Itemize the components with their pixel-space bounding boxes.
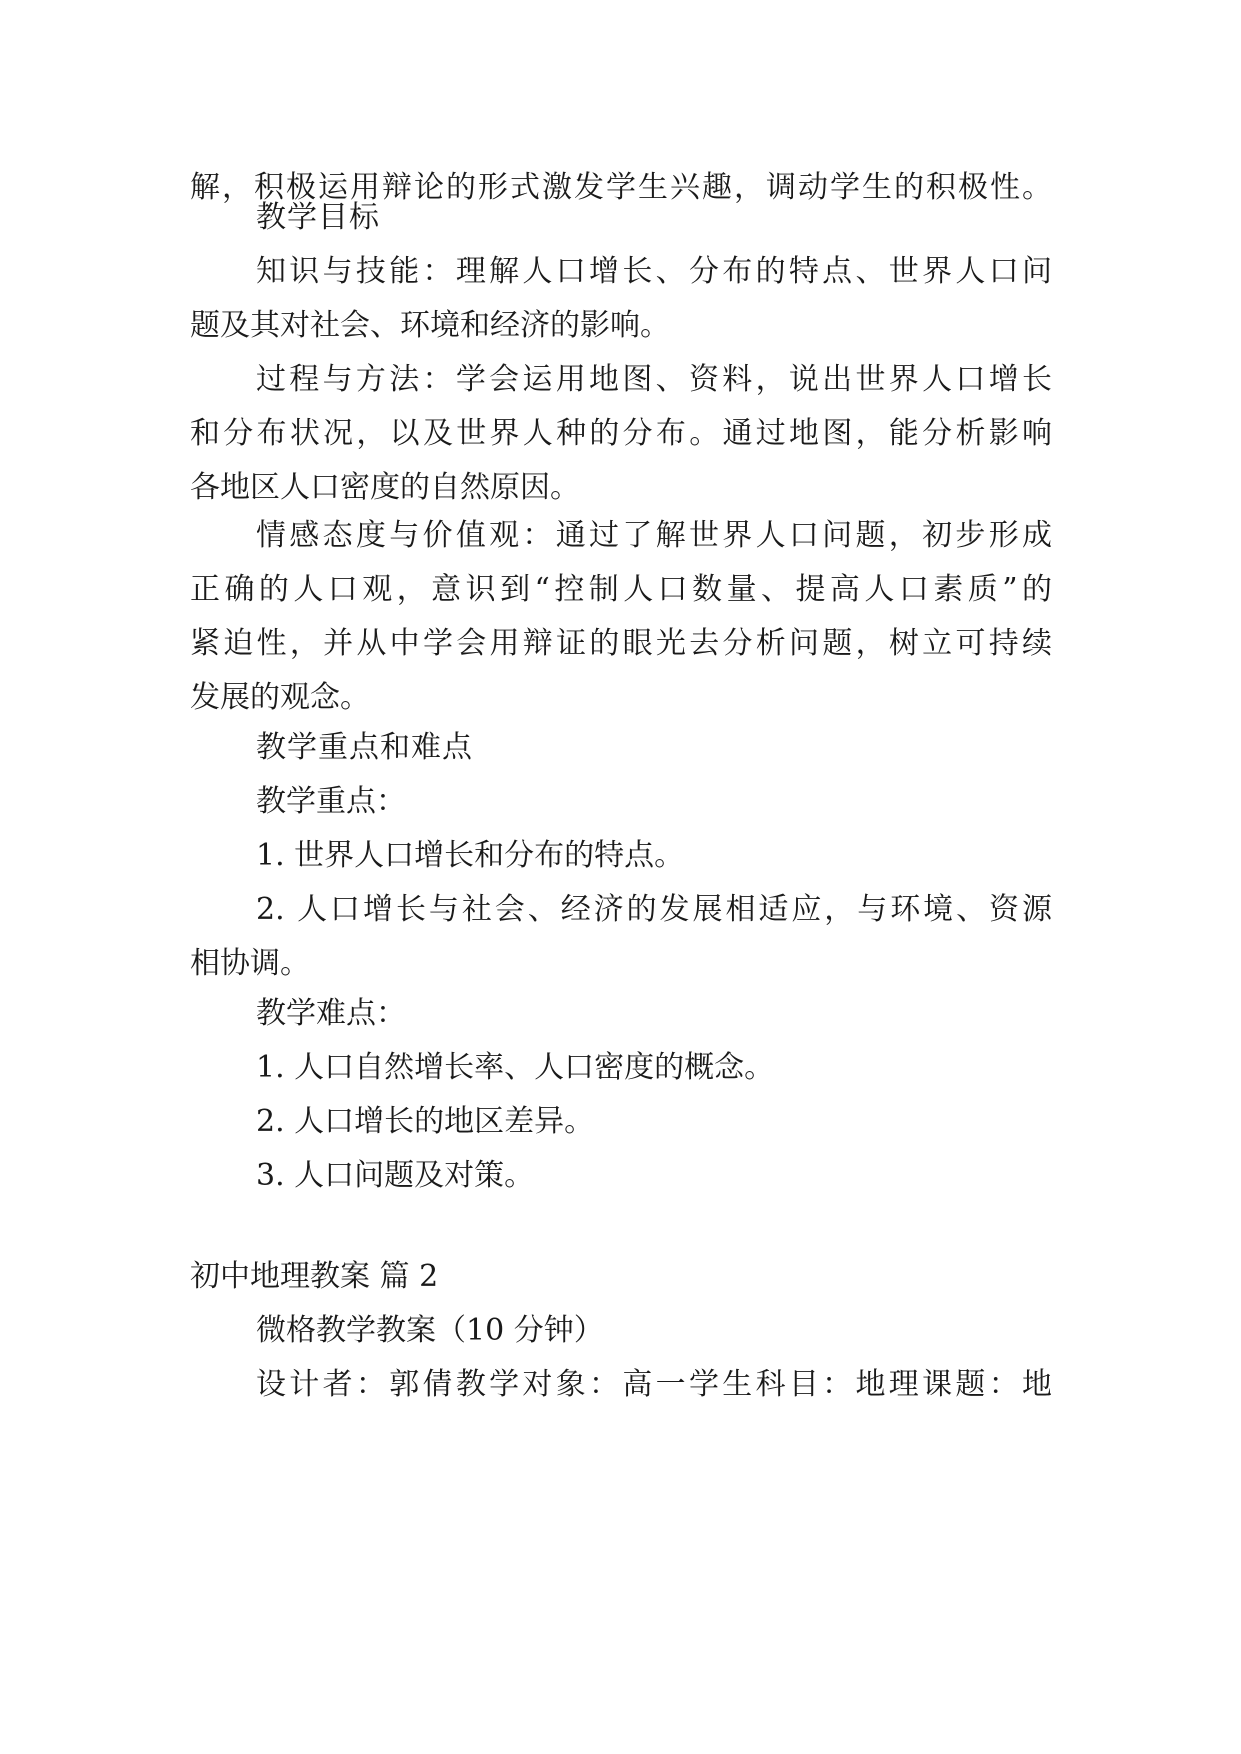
- difficulty-2: 2. 人口增长的地区差异。: [256, 1104, 595, 1139]
- goal-process-line-2: 和分布状况，以及世界人种的分布。通过地图，能分析影响: [190, 416, 1052, 451]
- key-points-label: 教学重点：: [256, 784, 406, 819]
- difficulties-label: 教学难点：: [256, 996, 406, 1031]
- goal-process-line-1: 过程与方法：学会运用地图、资料，说出世界人口增长: [256, 362, 1052, 397]
- section-title-lesson-plan-2: 初中地理教案 篇 2: [190, 1259, 439, 1294]
- section-heading-key-points: 教学重点和难点: [256, 730, 473, 765]
- difficulty-1: 1. 人口自然增长率、人口密度的概念。: [256, 1050, 775, 1085]
- goal-attitude-line-4: 发展的观念。: [190, 680, 370, 715]
- goal-knowledge-line-1: 知识与技能：理解人口增长、分布的特点、世界人口问: [256, 254, 1052, 289]
- goal-attitude-line-1: 情感态度与价值观：通过了解世界人口问题，初步形成: [256, 518, 1052, 553]
- designer-info-line: 设计者：郭倩教学对象：高一学生科目：地理课题：地: [256, 1367, 1052, 1402]
- paragraph-continuation-line: 解，积极运用辩论的形式激发学生兴趣，调动学生的积极性。: [190, 170, 1052, 205]
- microteaching-plan-title: 微格教学教案（10 分钟）: [256, 1313, 604, 1348]
- goal-attitude-line-2: 正确的人口观，意识到“控制人口数量、提高人口素质”的: [190, 572, 1052, 607]
- key-point-2-line-1: 2. 人口增长与社会、经济的发展相适应，与环境、资源: [256, 892, 1052, 927]
- section-heading-teaching-goals: 教学目标: [256, 200, 380, 235]
- key-point-1: 1. 世界人口增长和分布的特点。: [256, 838, 685, 873]
- goal-attitude-line-3: 紧迫性，并从中学会用辩证的眼光去分析问题，树立可持续: [190, 626, 1052, 661]
- goal-knowledge-line-2: 题及其对社会、环境和经济的影响。: [190, 308, 670, 343]
- key-point-2-line-2: 相协调。: [190, 946, 310, 981]
- goal-process-line-3: 各地区人口密度的自然原因。: [190, 470, 580, 505]
- difficulty-3: 3. 人口问题及对策。: [256, 1158, 535, 1193]
